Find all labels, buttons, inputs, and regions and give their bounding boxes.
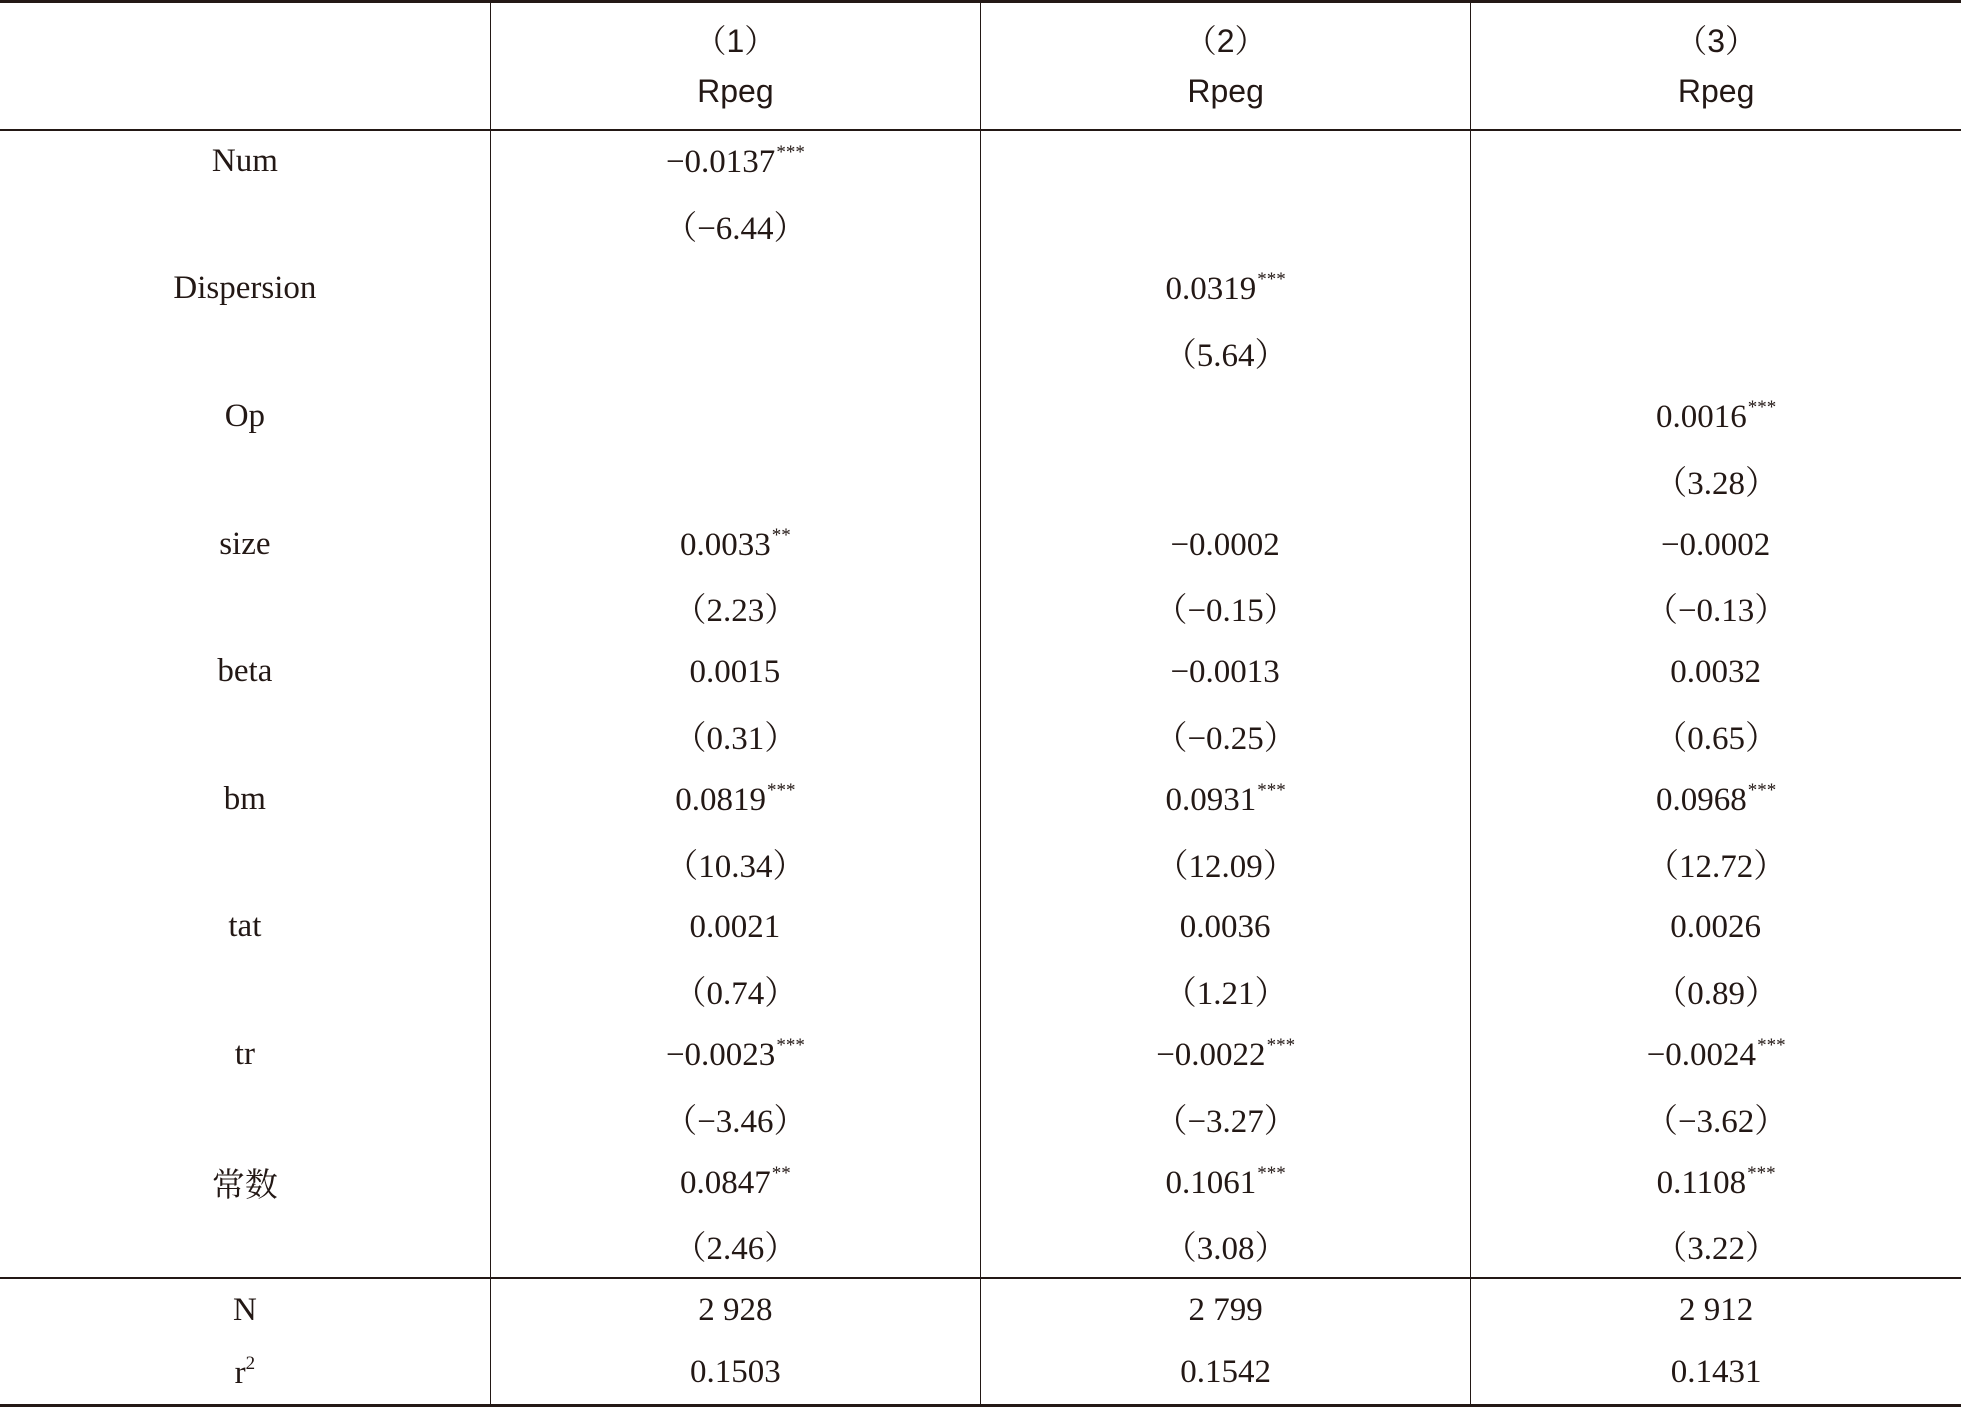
significance-stars: *** [1257,779,1286,801]
column-number-2: （2） [1184,22,1267,59]
coefficient-cell [490,1150,980,1214]
variable-name: beta [217,653,273,690]
r-squared-value-3: 0.1431 [1471,1342,1961,1406]
summary-statistics [0,1278,1961,1406]
significance-stars: *** [1757,1035,1786,1057]
r-squared-label [0,1342,490,1406]
t-statistic-row [0,193,1961,257]
column-number-3: （3） [1675,22,1758,59]
coefficient-cell [981,130,1471,194]
significance-stars: *** [1747,1162,1776,1184]
coefficient-value: 0.0968 [1656,781,1747,818]
coefficient-cell [490,767,980,831]
t-statistic-cell: （−0.25） [981,704,1471,768]
significance-stars: *** [1266,1035,1296,1057]
coefficient-value: 0.0847 [680,1164,771,1201]
r-squared-value-2: 0.1542 [981,1342,1471,1406]
r-squared-label-text: r [234,1355,246,1392]
coefficient-value: 0.0026 [1670,909,1761,946]
coefficient-cell [490,640,980,704]
observations-row [0,1278,1961,1342]
t-statistic-row [0,1086,1961,1150]
coefficient-value: 0.0819 [675,781,766,818]
t-statistic-cell: （1.21） [981,959,1471,1023]
t-statistic-cell: （0.31） [490,704,980,768]
coefficient-cell [981,1150,1471,1214]
significance-stars: *** [767,779,796,801]
t-statistic-cell [1471,321,1961,385]
significance-stars: *** [776,142,805,164]
variable-name: Op [224,398,266,435]
t-statistic-label-blank [0,321,490,385]
coefficient-value: 0.0021 [689,909,781,946]
coefficient-cell [1471,130,1961,194]
significance-stars: *** [1257,1162,1286,1184]
t-statistic-row [0,1214,1961,1278]
significance-stars: *** [1747,779,1777,801]
t-statistic-cell: （12.09） [981,831,1471,895]
t-statistic-label-blank [0,959,490,1023]
t-statistic-cell: （5.64） [981,321,1471,385]
coefficient-cell [981,512,1471,576]
t-statistic-cell: （3.28） [1471,448,1961,512]
column-header-2 [981,2,1471,130]
t-statistic-row [0,448,1961,512]
coefficient-cell [1471,257,1961,321]
coefficient-row [0,1150,1961,1214]
variable-name: 常数 [211,1167,278,1204]
t-statistic-cell: （−6.44） [490,193,980,257]
coefficient-value: 0.1061 [1165,1164,1257,1201]
t-statistic-row [0,576,1961,640]
r-squared-exponent: 2 [245,1353,256,1375]
coefficient-value: −0.0002 [1660,526,1771,563]
coefficient-value: −0.0013 [1170,654,1280,691]
t-statistic-label-blank [0,1086,490,1150]
coefficient-cell [1471,1023,1961,1087]
coefficient-value: 0.0931 [1165,781,1257,818]
coefficient-value: 0.0016 [1656,399,1747,436]
variable-name: tr [234,1036,255,1073]
coefficient-value: 0.1108 [1656,1164,1747,1201]
variable-name: tat [228,908,262,945]
t-statistic-label-blank [0,704,490,768]
coefficient-value: 0.0032 [1670,654,1761,691]
coefficient-value: −0.0023 [665,1037,776,1074]
t-statistic-cell [981,448,1471,512]
coefficient-cell [490,1023,980,1087]
coefficient-row [0,130,1961,194]
coefficient-cell [981,257,1471,321]
t-statistic-label-blank [0,831,490,895]
coefficient-cell [1471,1150,1961,1214]
significance-stars: ** [771,1162,791,1184]
coefficient-row [0,257,1961,321]
coefficient-cell [490,130,980,194]
variable-name: size [219,525,271,562]
coefficient-row [0,767,1961,831]
t-statistic-cell: （0.89） [1471,959,1961,1023]
t-statistic-row [0,321,1961,385]
t-statistic-row [0,959,1961,1023]
dependent-variable-2: Rpeg [1187,72,1264,109]
observations-value-2: 2 799 [981,1278,1471,1342]
coefficient-rows [0,130,1961,1278]
coefficient-cell [1471,385,1961,449]
t-statistic-cell [1471,193,1961,257]
coefficient-row [0,640,1961,704]
significance-stars: *** [1257,269,1286,291]
header-row [0,2,1961,130]
t-statistic-cell: （3.22） [1471,1214,1961,1278]
significance-stars: *** [1747,397,1777,419]
coefficient-value: −0.0137 [665,144,776,181]
coefficient-value: 0.0319 [1165,271,1257,308]
column-header-1 [490,2,980,130]
dependent-variable-3: Rpeg [1677,72,1755,109]
coefficient-cell [490,385,980,449]
coefficient-cell [981,385,1471,449]
significance-stars: *** [776,1035,805,1057]
r-squared-row [0,1342,1961,1406]
observations-value-1: 2 928 [490,1278,980,1342]
coefficient-cell [490,895,980,959]
coefficient-value: 0.0036 [1179,909,1271,946]
t-statistic-label-blank [0,193,490,257]
t-statistic-cell: （−0.13） [1471,576,1961,640]
coefficient-value: −0.0024 [1646,1037,1757,1074]
t-statistic-cell: （2.23） [490,576,980,640]
t-statistic-cell: （10.34） [490,831,980,895]
t-statistic-cell: （12.72） [1471,831,1961,895]
coefficient-cell [981,895,1471,959]
t-statistic-label-blank [0,576,490,640]
coefficient-value: −0.0022 [1156,1037,1266,1074]
coefficient-value: 0.0033 [680,526,771,563]
observations-label: N [0,1278,490,1342]
coefficient-value: −0.0002 [1170,526,1280,563]
t-statistic-cell [490,321,980,385]
coefficient-cell [981,1023,1471,1087]
t-statistic-cell: （−3.27） [981,1086,1471,1150]
coefficient-row [0,385,1961,449]
column-number-1: （1） [694,22,777,59]
t-statistic-label-blank [0,448,490,512]
coefficient-row [0,512,1961,576]
r-squared-value-1: 0.1503 [490,1342,980,1406]
coefficient-cell [1471,640,1961,704]
coefficient-cell [1471,767,1961,831]
t-statistic-cell: （−3.62） [1471,1086,1961,1150]
variable-name: Dispersion [173,270,317,307]
variable-name: bm [223,780,266,817]
t-statistic-cell: （−3.46） [490,1086,980,1150]
t-statistic-label-blank [0,1214,490,1278]
coefficient-row [0,895,1961,959]
variable-name: Num [211,143,278,180]
observations-value-3: 2 912 [1471,1278,1961,1342]
coefficient-cell [490,257,980,321]
dependent-variable-1: Rpeg [697,72,774,109]
t-statistic-cell: （0.74） [490,959,980,1023]
t-statistic-cell [490,448,980,512]
significance-stars: ** [771,524,791,546]
t-statistic-cell: （0.65） [1471,704,1961,768]
t-statistic-cell: （−0.15） [981,576,1471,640]
header-blank-cell [0,2,490,130]
coefficient-cell [981,767,1471,831]
t-statistic-cell [981,193,1471,257]
t-statistic-row [0,704,1961,768]
coefficient-cell [490,512,980,576]
column-header-3 [1471,2,1961,130]
t-statistic-cell: （3.08） [981,1214,1471,1278]
t-statistic-cell: （2.46） [490,1214,980,1278]
coefficient-cell [1471,512,1961,576]
coefficient-row [0,1023,1961,1087]
coefficient-cell [1471,895,1961,959]
coefficient-cell [981,640,1471,704]
coefficient-value: 0.0015 [689,654,781,691]
t-statistic-row [0,831,1961,895]
